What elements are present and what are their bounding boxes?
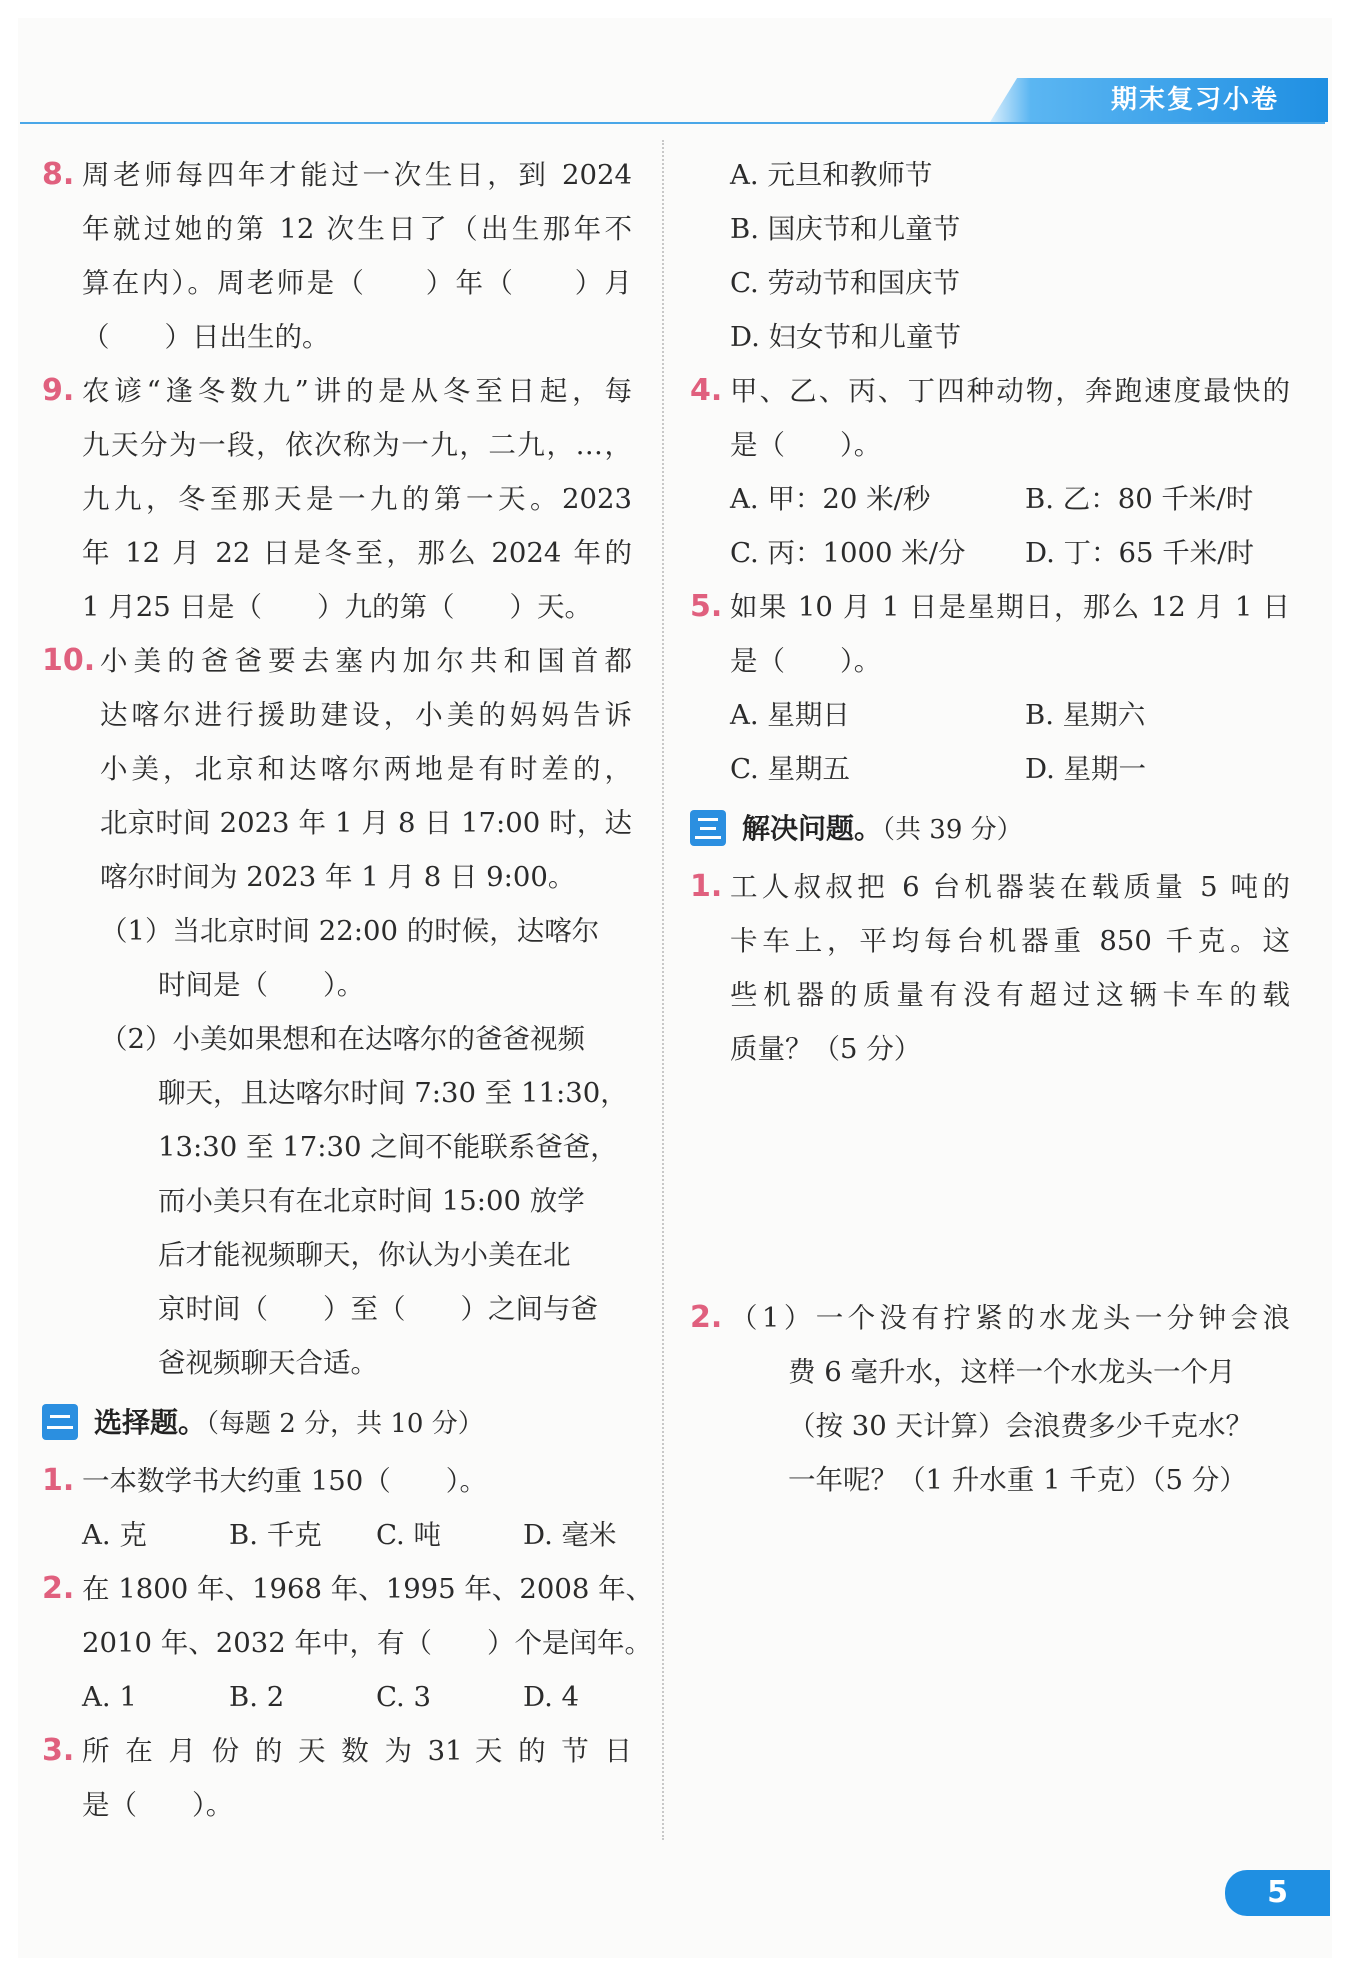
question-text-line: 是（ ）。 bbox=[730, 429, 882, 461]
sub-question-2: （2）小美如果想和在达喀尔的爸爸视频 bbox=[100, 1023, 585, 1055]
choice-5 bbox=[690, 580, 1290, 796]
question-text-line: 如果 10 月 1 日是星期日，那么 12 月 1 日 bbox=[730, 591, 1290, 623]
question-text-line: 小美，北京和达喀尔两地是有时差的， bbox=[100, 753, 632, 785]
question-number: 1. bbox=[690, 869, 723, 904]
choice-3 bbox=[42, 1724, 632, 1832]
options-row bbox=[730, 526, 1290, 580]
question-text-line: （按 30 天计算）会浪费多少千克水？ bbox=[788, 1410, 1253, 1442]
question-text-line: 喀尔时间为 2023 年 1 月 8 日 9:00。 bbox=[100, 861, 576, 893]
option-b: B. 星期六 bbox=[1025, 699, 1146, 731]
question-text-line: 些机器的质量有没有超过这辆卡车的载 bbox=[730, 979, 1290, 1011]
sub-question-1: （1）当北京时间 22:00 的时候，达喀尔 bbox=[100, 915, 600, 947]
question-number: 9. bbox=[42, 373, 75, 408]
option-a: A. 甲：20 米/秒 bbox=[730, 483, 931, 515]
question-text-line: 质量？（5 分） bbox=[730, 1033, 922, 1065]
option-c: C. 丙：1000 米/分 bbox=[730, 537, 966, 569]
section-2-header bbox=[42, 1396, 632, 1452]
question-text-line: 一本数学书大约重 150（ ）。 bbox=[82, 1465, 487, 1497]
question-number: 10. bbox=[42, 643, 96, 678]
solve-2 bbox=[690, 1291, 1290, 1507]
option-b: B. 乙：80 千米/时 bbox=[1025, 483, 1254, 515]
question-text-line: 费 6 毫升水，这样一个水龙头一个月 bbox=[788, 1356, 1236, 1388]
options-row bbox=[730, 742, 1290, 796]
sub-question-2-cont: 而小美只有在北京时间 15:00 放学 bbox=[158, 1185, 585, 1217]
section-2-title: 选择题。 bbox=[94, 1406, 207, 1439]
question-text-line: 周老师每四年才能过一次生日，到 2024 bbox=[82, 159, 632, 191]
choice-1 bbox=[42, 1454, 632, 1562]
question-text-line: 九天分为一段，依次称为一九，二九，…， bbox=[82, 429, 632, 461]
question-number: 3. bbox=[42, 1733, 75, 1768]
question-number: 5. bbox=[690, 589, 723, 624]
left-column bbox=[42, 148, 654, 1832]
question-text-line: （ ）日出生的。 bbox=[82, 321, 330, 353]
sub-question-2-cont: 京时间（ ）至（ ）之间与爸 bbox=[158, 1293, 598, 1325]
option-a: A. 元旦和教师节 bbox=[730, 159, 933, 191]
option-c: C. 劳动节和国庆节 bbox=[730, 267, 961, 299]
question-number: 1. bbox=[42, 1463, 75, 1498]
question-text-line: 一年呢？（1 升水重 1 千克）（5 分） bbox=[788, 1464, 1247, 1496]
option-d: D. 妇女节和儿童节 bbox=[730, 321, 962, 353]
option-a: A. 星期日 bbox=[730, 699, 850, 731]
option-d: D. 毫米 bbox=[523, 1519, 617, 1551]
question-text-line: 年就过她的第 12 次生日了（出生那年不 bbox=[82, 213, 632, 245]
section-2-badge-icon bbox=[42, 1404, 78, 1440]
question-number: 8. bbox=[42, 157, 75, 192]
question-number: 2. bbox=[690, 1300, 723, 1335]
sub-question-2-cont: 后才能视频聊天，你认为小美在北 bbox=[158, 1239, 571, 1271]
question-text-line: 年 12 月 22 日是冬至，那么 2024 年的 bbox=[82, 537, 632, 569]
option-c: C. 吨 bbox=[376, 1519, 442, 1551]
section-3-header bbox=[690, 802, 1290, 858]
answer-space[interactable] bbox=[690, 1076, 1290, 1291]
section-3-title: 解决问题。 bbox=[742, 812, 883, 845]
choice-2 bbox=[42, 1562, 654, 1724]
option-d: D. 丁：65 千米/时 bbox=[1025, 537, 1255, 569]
option-c: C. 星期五 bbox=[730, 753, 851, 785]
question-text-line: 是（ ）。 bbox=[82, 1789, 234, 1821]
question-text-line: （1）一个没有拧紧的水龙头一分钟会浪 bbox=[730, 1302, 1290, 1334]
page-number: 5 bbox=[1225, 1870, 1330, 1916]
question-text-line: 九九，冬至那天是一九的第一天。2023 bbox=[82, 483, 632, 515]
question-10 bbox=[42, 634, 632, 1390]
column-divider bbox=[662, 140, 664, 1840]
question-text-line: 在 1800 年、1968 年、1995 年、2008 年、 bbox=[82, 1573, 654, 1605]
options-row bbox=[730, 688, 1290, 742]
question-number: 4. bbox=[690, 373, 723, 408]
option-b: B. 2 bbox=[229, 1681, 285, 1713]
option-d: D. 星期一 bbox=[1025, 753, 1147, 785]
question-text-line: 1 月25 日是（ ）九的第（ ）天。 bbox=[82, 591, 592, 623]
question-text-line: 工人叔叔把 6 台机器装在载质量 5 吨的 bbox=[730, 871, 1290, 903]
option-a: A. 克 bbox=[82, 1519, 147, 1551]
question-8 bbox=[42, 148, 632, 364]
question-text-line: 农谚“逢冬数九”讲的是从冬至日起，每 bbox=[82, 375, 632, 407]
option-d: D. 4 bbox=[523, 1681, 580, 1713]
question-text-line: 小美的爸爸要去塞内加尔共和国首都 bbox=[100, 645, 632, 677]
option-a: A. 1 bbox=[82, 1681, 137, 1713]
right-column bbox=[690, 148, 1290, 1507]
choice-3-options bbox=[690, 148, 1290, 364]
options-row bbox=[82, 1670, 632, 1724]
sub-question-2-cont: 13:30 至 17:30 之间不能联系爸爸， bbox=[158, 1131, 618, 1163]
options-row bbox=[730, 472, 1290, 526]
option-b: B. 千克 bbox=[229, 1519, 322, 1551]
sub-question-1-cont: 时间是（ ）。 bbox=[158, 969, 365, 1001]
section-2-note: （每题 2 分，共 10 分） bbox=[206, 1409, 484, 1439]
header-rule bbox=[20, 122, 1325, 124]
choice-4 bbox=[690, 364, 1290, 580]
question-text-line: 所 在 月 份 的 天 数 为 31 天 的 节 日 bbox=[82, 1735, 632, 1767]
solve-1 bbox=[690, 860, 1290, 1076]
sub-question-2-cont: 聊天，且达喀尔时间 7:30 至 11:30， bbox=[158, 1077, 628, 1109]
section-3-note: （共 39 分） bbox=[882, 815, 1023, 845]
question-number: 2. bbox=[42, 1571, 75, 1606]
section-3-badge-icon bbox=[690, 810, 726, 846]
question-9 bbox=[42, 364, 632, 634]
question-text-line: 甲、乙、丙、丁四种动物，奔跑速度最快的 bbox=[730, 375, 1290, 407]
question-text-line: 卡车上，平均每台机器重 850 千克。这 bbox=[730, 925, 1290, 957]
question-text-line: 是（ ）。 bbox=[730, 645, 882, 677]
banner-title: 期末复习小卷 bbox=[1110, 85, 1279, 115]
question-text-line: 北京时间 2023 年 1 月 8 日 17:00 时，达 bbox=[100, 807, 632, 839]
question-text-line: 算在内）。周老师是（ ）年（ ）月 bbox=[82, 267, 632, 299]
question-text-line: 达喀尔进行援助建设，小美的妈妈告诉 bbox=[100, 699, 632, 731]
sub-question-2-cont: 爸视频聊天合适。 bbox=[158, 1347, 378, 1379]
question-text-line: 2010 年、2032 年中，有（ ）个是闰年。 bbox=[82, 1627, 652, 1659]
options-row bbox=[82, 1508, 632, 1562]
option-b: B. 国庆节和儿童节 bbox=[730, 213, 961, 245]
option-c: C. 3 bbox=[376, 1681, 432, 1713]
